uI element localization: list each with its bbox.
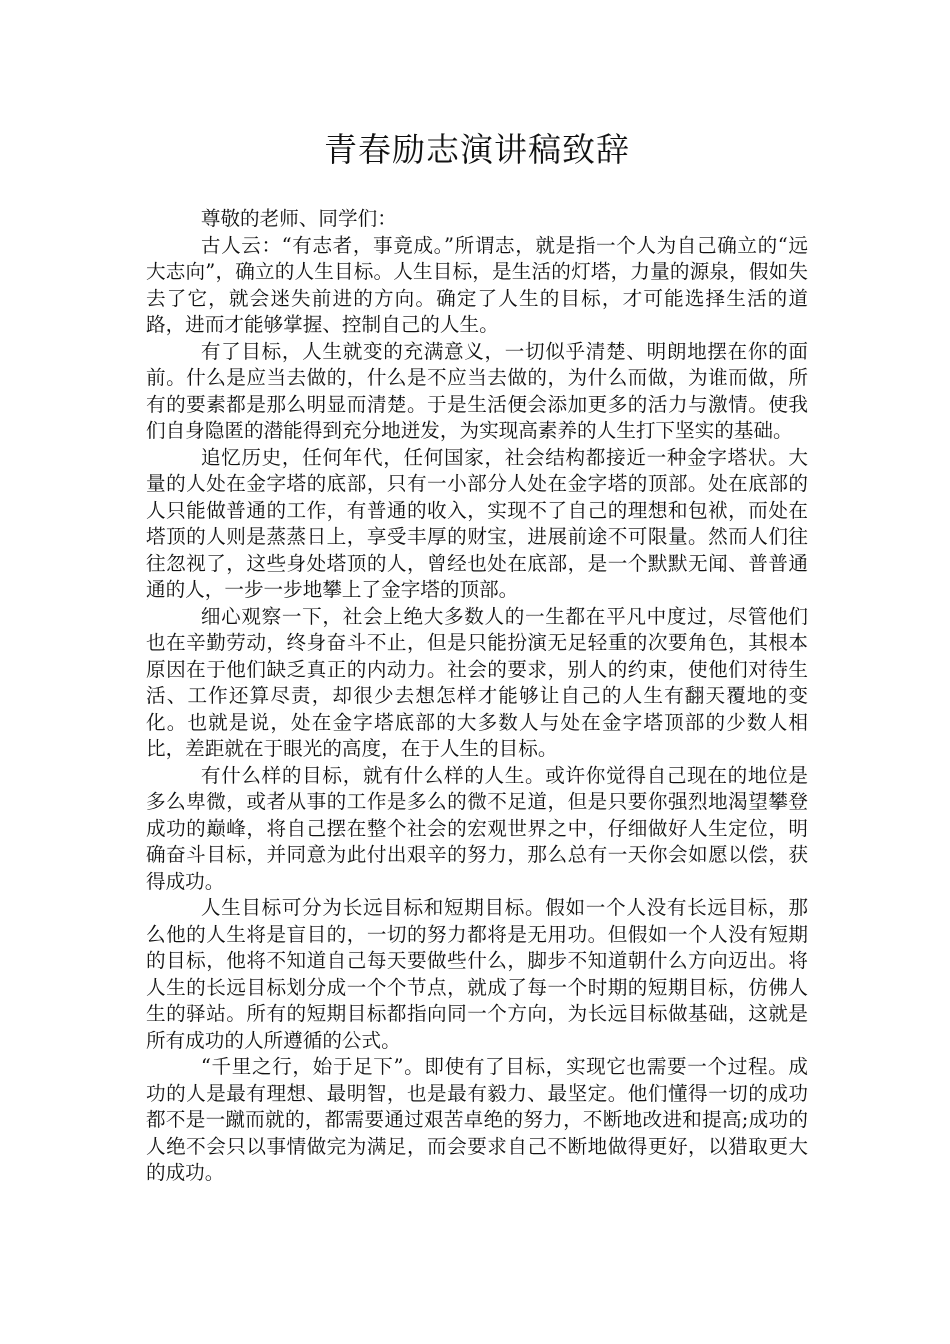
document-body [146,206,808,1187]
paragraph: 追忆历史，任何年代，任何国家，社会结构都接近一种金字塔状。大量的人处在金字塔的底部，只有一小部分人处在金字塔的顶部。处在底部的人只能做普通的工作，有普通的收入，实现不了自己的理想和包袱，而处在塔顶的人则是蒸蒸日上，享受丰厚的财宝，进展前途不可限量。然而人们往往忽视了，这些身处塔顶的人，曾经也处在底部，是一个默默无闻、普普通通的人，一步一步地攀上了金字塔的顶部。 [146,445,808,601]
paragraph: “千里之行，始于足下”。即使有了目标，实现它也需要一个过程。成功的人是最有理想、最明智，也是最有毅力、最坚定。他们懂得一切的成功都不是一蹴而就的，都需要通过艰苦卓绝的努力，不断地改进和提高;成功的人绝不会只以事情做完为满足，而会要求自己不断地做得更好，以猎取更大的成功。 [146,1055,808,1184]
document-title: 青春励志演讲稿致辞 [324,130,630,169]
paragraph: 人生目标可分为长远目标和短期目标。假如一个人没有长远目标，那么他的人生将是盲目的，一切的努力都将是无用功。但假如一个人没有短期的目标，他将不知道自己每天要做些什么，脚步不知道朝什么方向迈出。将人生的长远目标划分成一个个节点，就成了每一个时期的短期目标，仿佛人生的驿站。所有的短期目标都指向同一个方向，为长远目标做基础，这就是所有成功的人所遵循的公式。 [146,896,808,1052]
document-page [146,128,808,1187]
paragraph: 有什么样的目标，就有什么样的人生。或许你觉得自己现在的地位是多么卑微，或者从事的工作是多么的微不足道，但是只要你强烈地渴望攀登成功的巅峰，将自己摆在整个社会的宏观世界之中，仔细做好人生定位，明确奋斗目标，并同意为此付出艰辛的努力，那么总有一天你会如愿以偿，获得成功。 [146,763,808,893]
paragraph: 古人云：“有志者，事竟成。”所谓志，就是指一个人为自己确立的“远大志向”，确立的人生目标。人生目标，是生活的灯塔，力量的源泉，假如失去了它，就会迷失前进的方向。确定了人生的目标，才可能选择生活的道路，进而才能够掌握、控制自己的人生。 [146,233,808,336]
paragraph: 细心观察一下，社会上绝大多数人的一生都在平凡中度过，尽管他们也在辛勤劳动，终身奋斗不止，但是只能扮演无足轻重的次要角色，其根本原因在于他们缺乏真正的内动力。社会的要求，别人的约束，使他们对待生活、工作还算尽责，却很少去想怎样才能够让自己的人生有翻天覆地的变化。也就是说，处在金字塔底部的大多数人与处在金字塔顶部的少数人相比，差距就在于眼光的高度，在于人生的目标。 [146,604,808,760]
salutation: 尊敬的老师、同学们： [200,207,397,230]
paragraph: 有了目标，人生就变的充满意义，一切似乎清楚、明朗地摆在你的面前。什么是应当去做的，什么是不应当去做的，为什么而做，为谁而做，所有的要素都是那么明显而清楚。于是生活便会添加更多的活力与激情。使我们自身隐匿的潜能得到充分地迸发，为实现高素养的人生打下坚实的基础。 [146,339,808,442]
